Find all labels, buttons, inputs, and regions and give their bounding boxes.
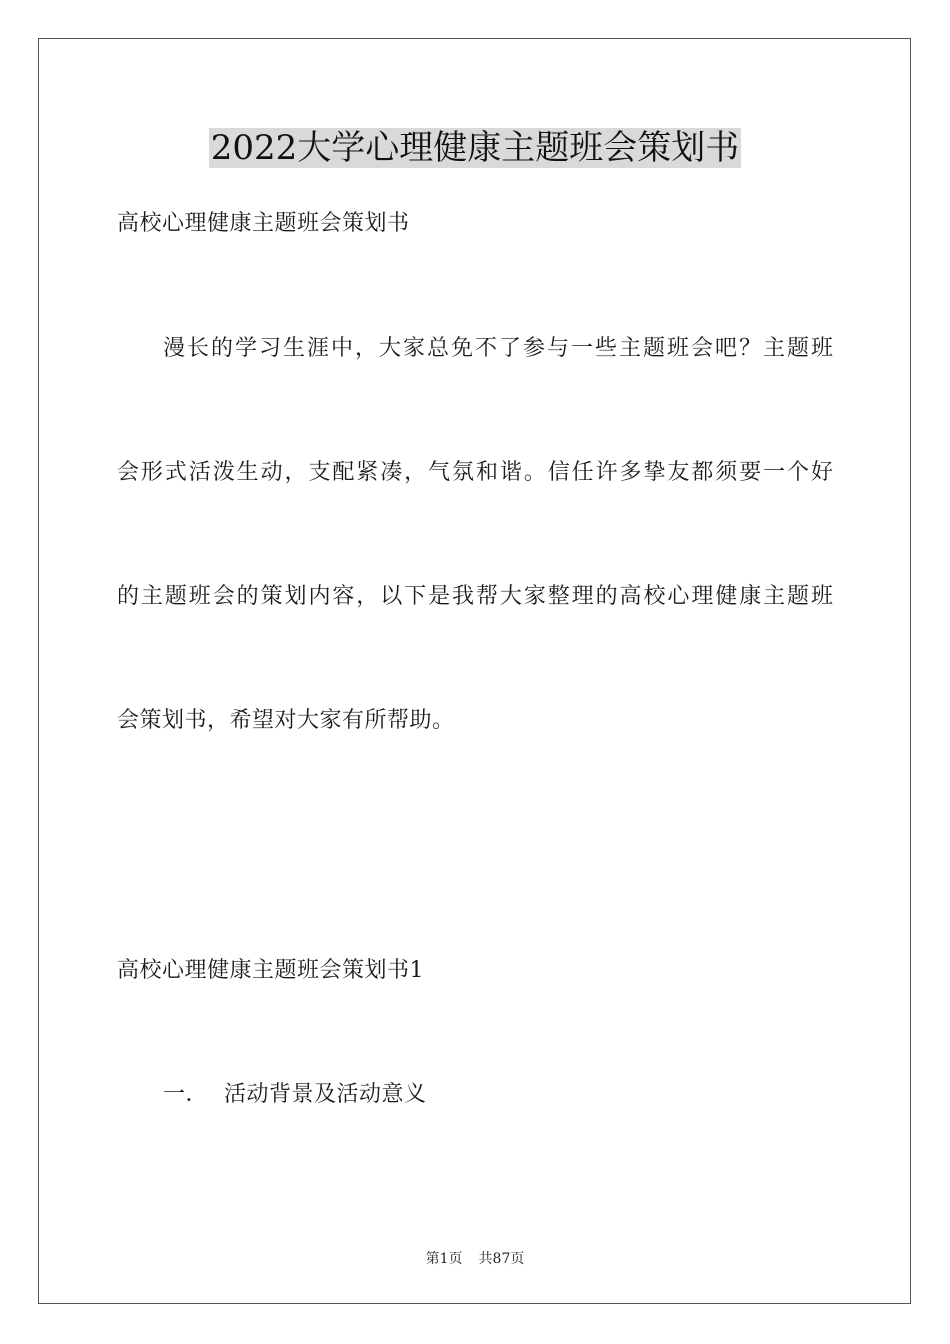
page-total: 共87页 <box>478 1251 525 1267</box>
paragraph-line-1: 漫长的学习生涯中，大家总免不了参与一些主题班会吧？主题班 <box>163 336 833 361</box>
paragraph-line-2: 会形式活泼生动，支配紧凑，气氛和谐。信任许多挚友都须要一个好 <box>117 460 833 485</box>
list-item-number: 一． <box>163 1082 209 1107</box>
page-number: 第1页 <box>425 1251 463 1267</box>
page-footer <box>0 1248 950 1268</box>
list-item-text: 活动背景及活动意义 <box>224 1082 427 1107</box>
section-heading: 高校心理健康主题班会策划书1 <box>117 958 424 983</box>
document-title-wrapper <box>0 125 950 171</box>
document-title: 2022大学心理健康主题班会策划书 <box>210 128 740 168</box>
paragraph-line-3: 的主题班会的策划内容，以下是我帮大家整理的高校心理健康主题班 <box>117 584 833 609</box>
document-subtitle: 高校心理健康主题班会策划书 <box>117 211 410 236</box>
paragraph-line-4: 会策划书，希望对大家有所帮助。 <box>117 708 455 733</box>
